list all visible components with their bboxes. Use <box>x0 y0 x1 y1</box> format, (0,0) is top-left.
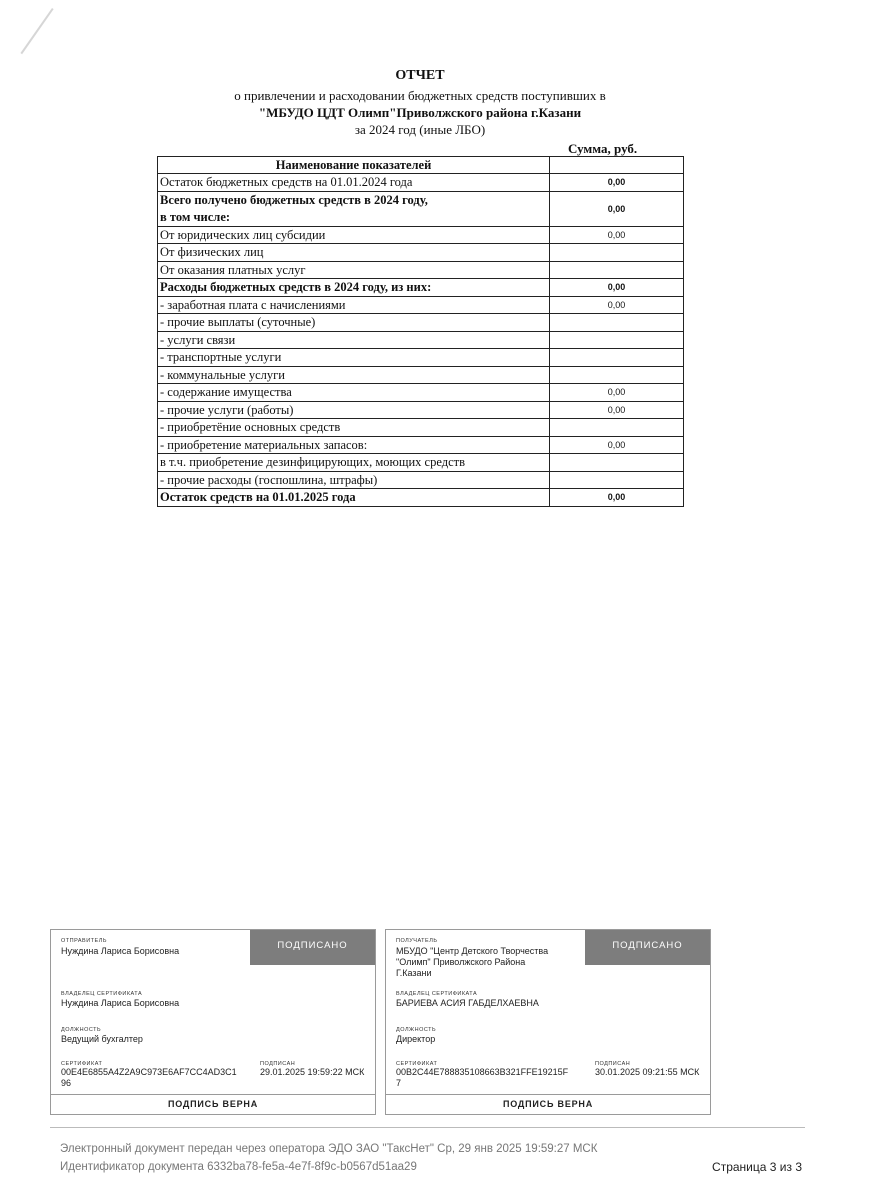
report-table <box>157 156 684 507</box>
position-label: ДОЛЖНОСТЬ <box>396 1027 437 1033</box>
table-row <box>158 244 684 262</box>
position-label: ДОЛЖНОСТЬ <box>61 1027 102 1033</box>
report-subtitle: о привлечении и расходовании бюджетных средств поступивших в <box>234 88 606 103</box>
row-name: - прочие расходы (госпошлина, штрафы) <box>158 471 550 489</box>
row-value <box>550 471 684 489</box>
sender-role-label: ОТПРАВИТЕЛЬ <box>61 938 107 944</box>
row-name: - приобретение материальных запасов: <box>158 436 550 454</box>
sender-signature-stamp <box>50 929 376 1115</box>
table-row <box>158 331 684 349</box>
table-row <box>158 349 684 367</box>
owner-label: ВЛАДЕЛЕЦ СЕРТИФИКАТА <box>396 991 478 997</box>
certificate-number-line2: 96 <box>61 1078 72 1088</box>
row-name: Остаток бюджетных средств на 01.01.2024 года <box>158 174 550 192</box>
row-value: 0,00 <box>550 279 684 297</box>
footer-edo-info: Электронный документ передан через оператора ЭДО ЗАО "ТаксНет" Ср, 29 янв 2025 19:59:27 МСК <box>60 1143 598 1155</box>
row-name: От оказания платных услуг <box>158 261 550 279</box>
row-name <box>158 191 550 226</box>
certificate-number-line2: 7 <box>396 1078 402 1088</box>
table-row <box>158 489 684 507</box>
owner-name: Нуждина Лариса Борисовна <box>61 998 180 1008</box>
row-value <box>550 366 684 384</box>
receiver-org-line3: Г.Казани <box>396 968 432 978</box>
row-name: - прочие услуги (работы) <box>158 401 550 419</box>
owner-name: БАРИЕВА АСИЯ ГАБДЕЛХАЕВНА <box>396 998 539 1008</box>
certificate-label: СЕРТИФИКАТ <box>61 1061 103 1067</box>
position-value: Директор <box>396 1034 436 1044</box>
organization-name: "МБУДО ЦДТ Олимп"Приволжского района г.Казани <box>258 105 582 120</box>
row-value: 0,00 <box>550 401 684 419</box>
receiver-organization <box>396 946 548 979</box>
table-row <box>158 261 684 279</box>
page-number: Страница 3 из 3 <box>712 1160 802 1174</box>
row-value <box>550 331 684 349</box>
receiver-signature-stamp <box>385 929 711 1115</box>
certificate-label: СЕРТИФИКАТ <box>396 1061 438 1067</box>
row-name: - коммунальные услуги <box>158 366 550 384</box>
row-value: 0,00 <box>550 384 684 402</box>
row-value: 0,00 <box>550 296 684 314</box>
row-name-line1: Всего получено бюджетных средств в 2024 году, <box>160 192 428 207</box>
table-row <box>158 384 684 402</box>
row-value: 0,00 <box>550 489 684 507</box>
receiver-org-line1: МБУДО "Центр Детского Творчества <box>396 946 549 956</box>
row-value <box>550 244 684 262</box>
row-name: От физических лиц <box>158 244 550 262</box>
table-row <box>158 191 684 226</box>
signature-verified: ПОДПИСЬ ВЕРНА <box>51 1094 375 1114</box>
row-value <box>550 314 684 332</box>
report-title: ОТЧЕТ <box>395 68 445 83</box>
table-row <box>158 226 684 244</box>
row-value: 0,00 <box>550 436 684 454</box>
signature-verified: ПОДПИСЬ ВЕРНА <box>386 1094 710 1114</box>
row-name: - приобретёние основных средств <box>158 419 550 437</box>
table-row <box>158 454 684 472</box>
certificate-number-line1: 00B2C44E788835108663B321FFE19215F <box>396 1067 569 1077</box>
scan-artifact <box>20 8 53 54</box>
row-value: 0,00 <box>550 191 684 226</box>
table-row <box>158 279 684 297</box>
row-name: - услуги связи <box>158 331 550 349</box>
column-header-name: Наименование показателей <box>158 157 550 174</box>
signed-at-value: 30.01.2025 09:21:55 МСК <box>595 1067 700 1077</box>
row-name: в т.ч. приобретение дезинфицирующих, моющих средств <box>158 454 550 472</box>
sender-name: Нуждина Лариса Борисовна <box>61 946 180 956</box>
row-value: 0,00 <box>550 226 684 244</box>
row-name-line2: в том числе: <box>160 209 231 224</box>
table-row <box>158 471 684 489</box>
column-header-value <box>550 157 684 174</box>
owner-label: ВЛАДЕЛЕЦ СЕРТИФИКАТА <box>61 991 143 997</box>
signed-at-label: ПОДПИСАН <box>595 1061 631 1067</box>
table-header-row <box>158 157 684 174</box>
signed-at-value: 29.01.2025 19:59:22 МСК <box>260 1067 365 1077</box>
footer-divider <box>50 1127 805 1128</box>
row-value <box>550 349 684 367</box>
row-name: - содержание имущества <box>158 384 550 402</box>
sum-column-header: Сумма, руб. <box>568 141 638 156</box>
table-row <box>158 366 684 384</box>
footer-document-id: Идентификатор документа 6332ba78-fe5a-4e7f-8f9c-b0567d51aa29 <box>60 1161 417 1173</box>
certificate-number-line1: 00E4E6855A4Z2A9C973E6AF7CC4AD3C1 <box>61 1067 237 1077</box>
table-row <box>158 419 684 437</box>
certificate-number <box>396 1067 568 1089</box>
signed-badge: ПОДПИСАНО <box>585 930 710 965</box>
row-value: 0,00 <box>550 174 684 192</box>
receiver-org-line2: "Олимп" Приволжского Района <box>396 957 526 967</box>
position-value: Ведущий бухгалтер <box>61 1034 143 1044</box>
receiver-role-label: ПОЛУЧАТЕЛЬ <box>396 938 438 944</box>
table-row <box>158 401 684 419</box>
row-name: - транспортные услуги <box>158 349 550 367</box>
row-name: От юридических лиц субсидии <box>158 226 550 244</box>
signed-at-label: ПОДПИСАН <box>260 1061 296 1067</box>
table-row <box>158 296 684 314</box>
signed-badge: ПОДПИСАНО <box>250 930 375 965</box>
table-row <box>158 174 684 192</box>
row-name: Остаток средств на 01.01.2025 года <box>158 489 550 507</box>
row-name: Расходы бюджетных средств в 2024 году, из них: <box>158 279 550 297</box>
row-value <box>550 261 684 279</box>
row-value <box>550 419 684 437</box>
table-row <box>158 314 684 332</box>
row-value <box>550 454 684 472</box>
row-name: - заработная плата с начислениями <box>158 296 550 314</box>
row-name: - прочие выплаты (суточные) <box>158 314 550 332</box>
table-row <box>158 436 684 454</box>
report-period: за 2024 год (иные ЛБО) <box>354 122 486 137</box>
certificate-number <box>61 1067 237 1089</box>
